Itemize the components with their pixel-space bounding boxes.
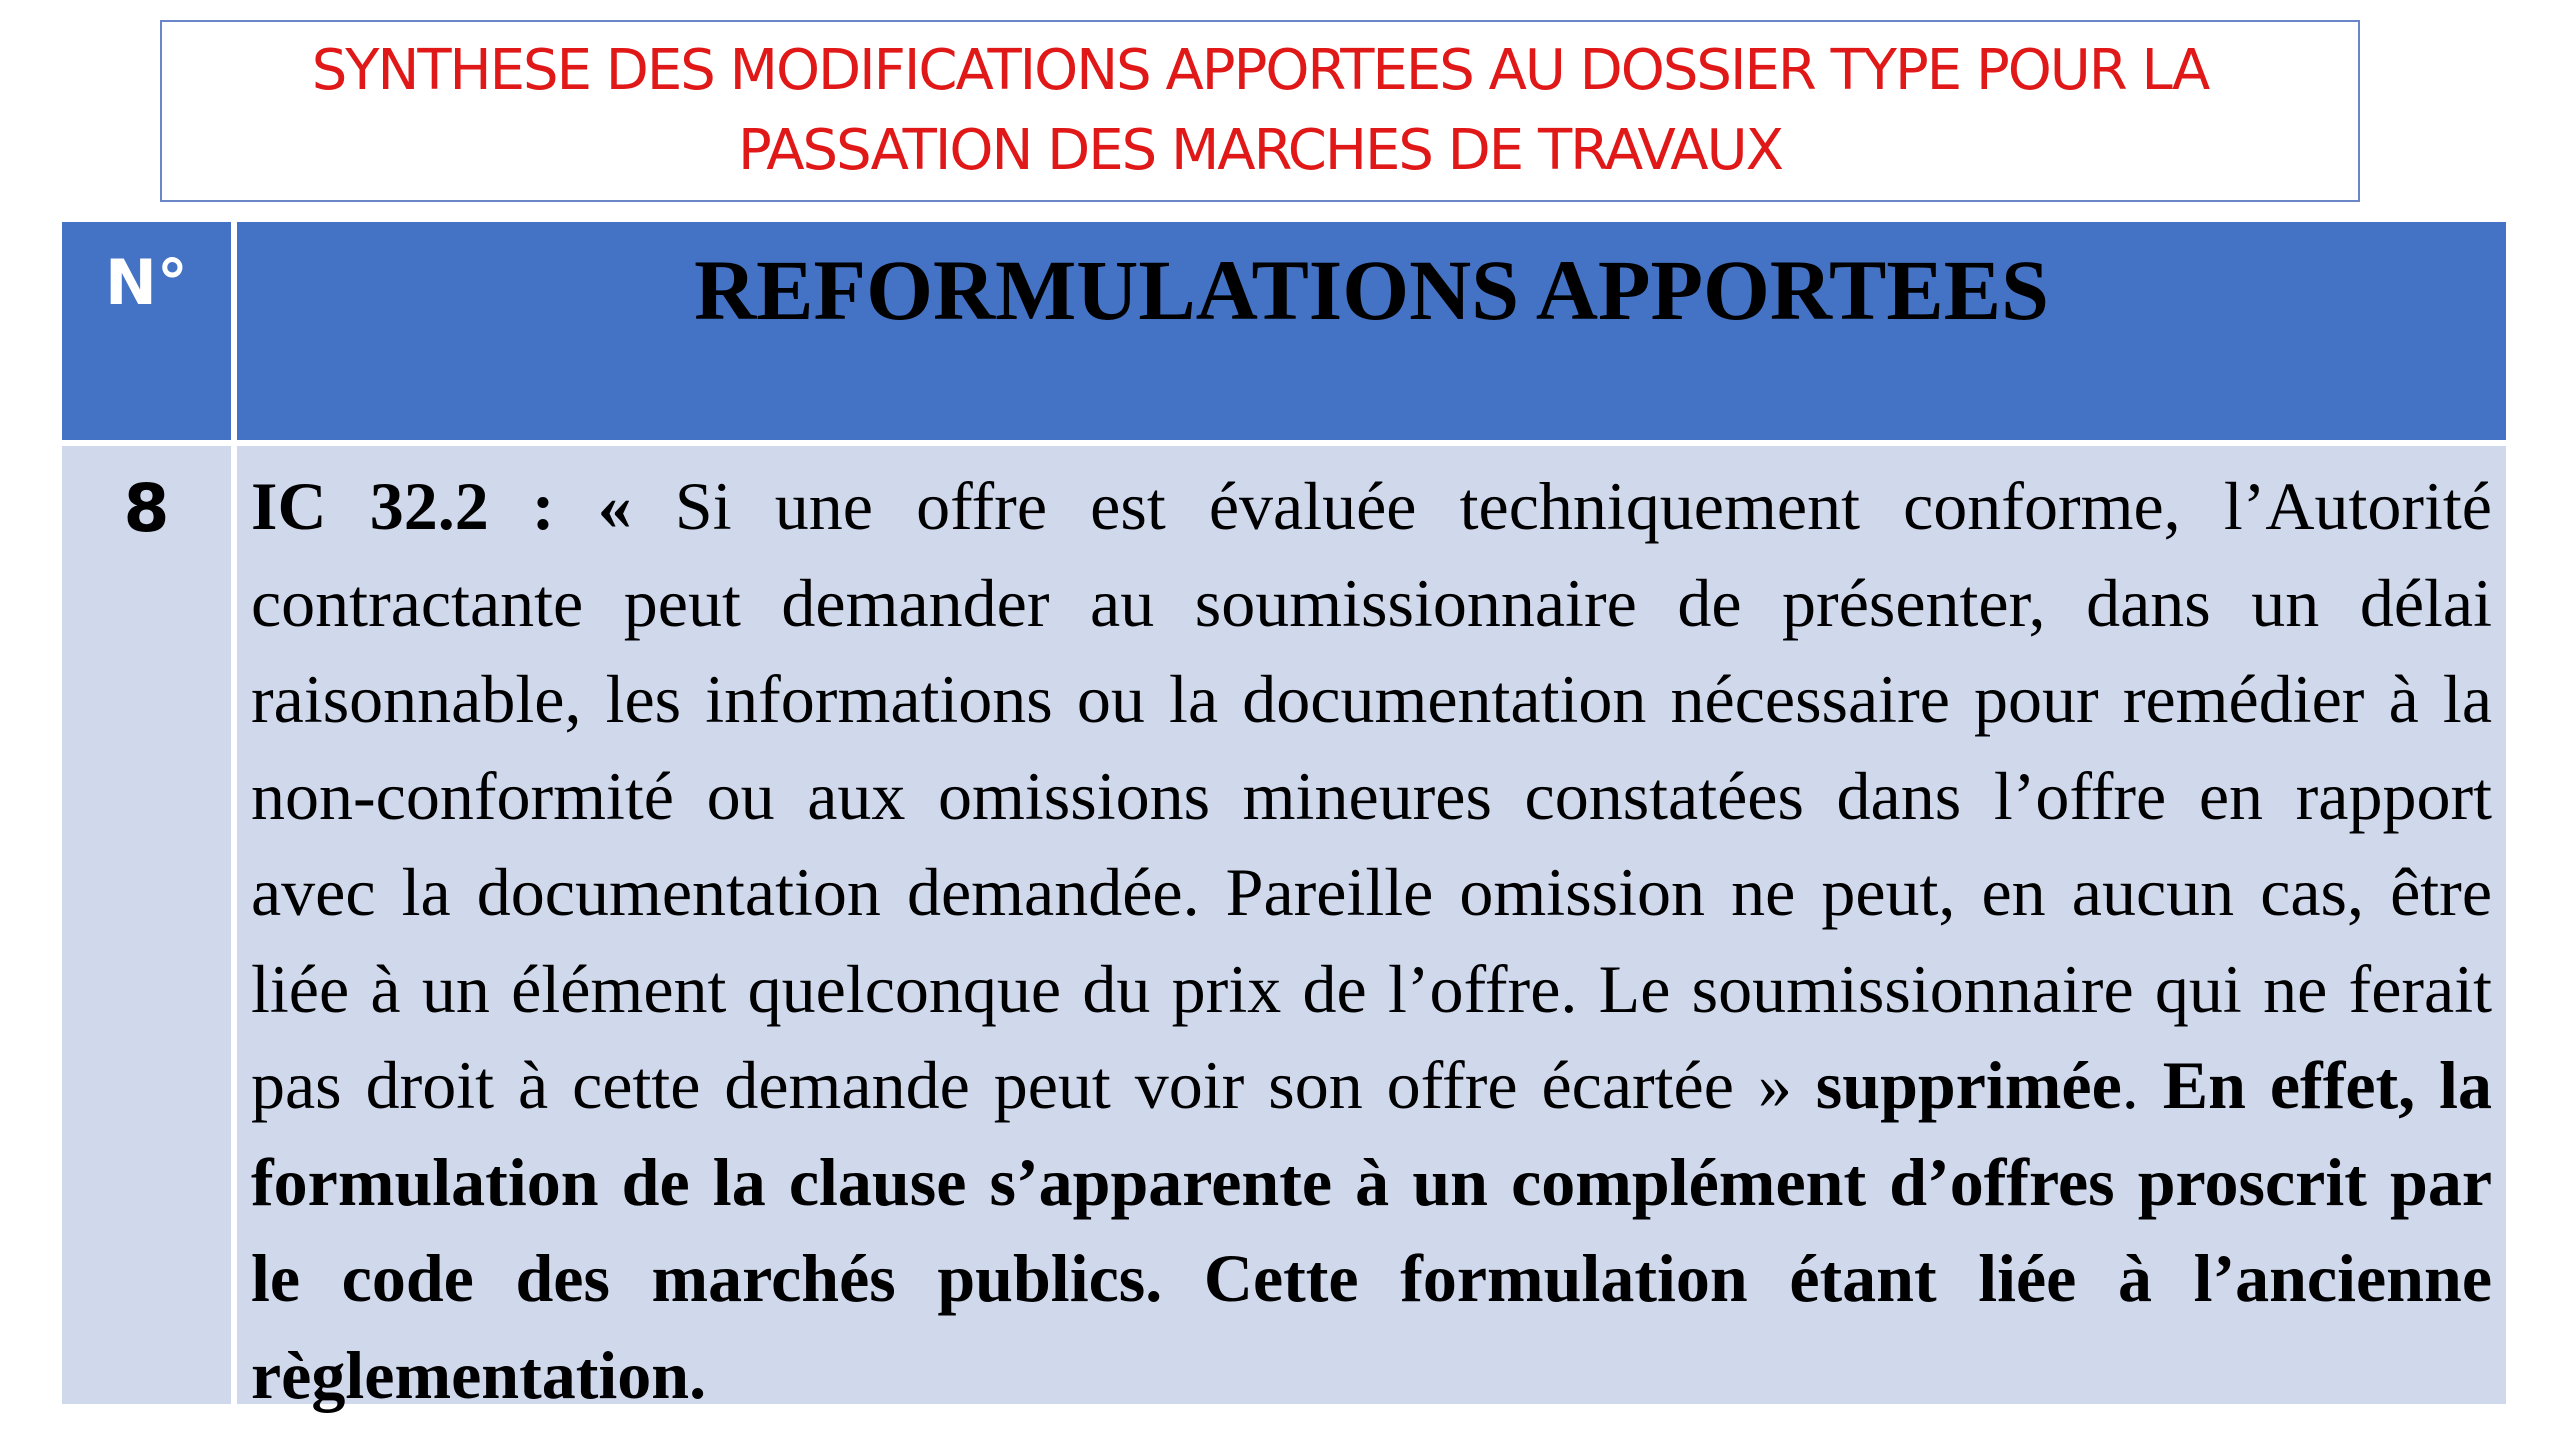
page-title bbox=[312, 31, 2209, 191]
clause-justification: En effet, la formulation de la clause s’apparente à un complément d’offres proscrit par le code des marchés publics. Cette formulation étant liée à l’ancienne règlementation. bbox=[251, 1047, 2492, 1413]
reformulations-table bbox=[62, 222, 2506, 1413]
page-title-line1: SYNTHESE DES MODIFICATIONS APPORTEES AU DOSSIER TYPE POUR LA bbox=[311, 38, 2209, 103]
page-title-box bbox=[160, 20, 2360, 202]
clause-separator: . bbox=[2121, 1047, 2163, 1123]
header-title-cell: REFORMULATIONS APPORTEES bbox=[694, 242, 2049, 338]
clause-reference: IC 32.2 : « bbox=[251, 468, 632, 544]
table-row bbox=[62, 446, 2506, 1413]
clause-quote: Si une offre est évaluée techniquement conforme, l’Autorité contractante peut demander au soumissionnaire de présenter, dans un délai raisonnable, les informations ou la documentation nécessaire pour remédier à la non-conformité ou aux omissions mineures constatées dans l’offre en rapport avec la documentation demandée. Pareille omission ne peut, en aucun cas, être liée à un élément quelconque du prix de l’offre. Le soumissionnaire qui ne ferait pas droit à cette demande peut voir son offre écartée » bbox=[251, 468, 2492, 1123]
page-title-line2: PASSATION DES MARCHES DE TRAVAUX bbox=[738, 118, 1782, 183]
row-number-cell: 8 bbox=[62, 446, 237, 1404]
table-header-row bbox=[62, 222, 2506, 440]
header-number-cell: N° bbox=[62, 222, 237, 440]
clause-action: supprimée bbox=[1815, 1047, 2122, 1123]
row-text-cell bbox=[237, 446, 2506, 1413]
